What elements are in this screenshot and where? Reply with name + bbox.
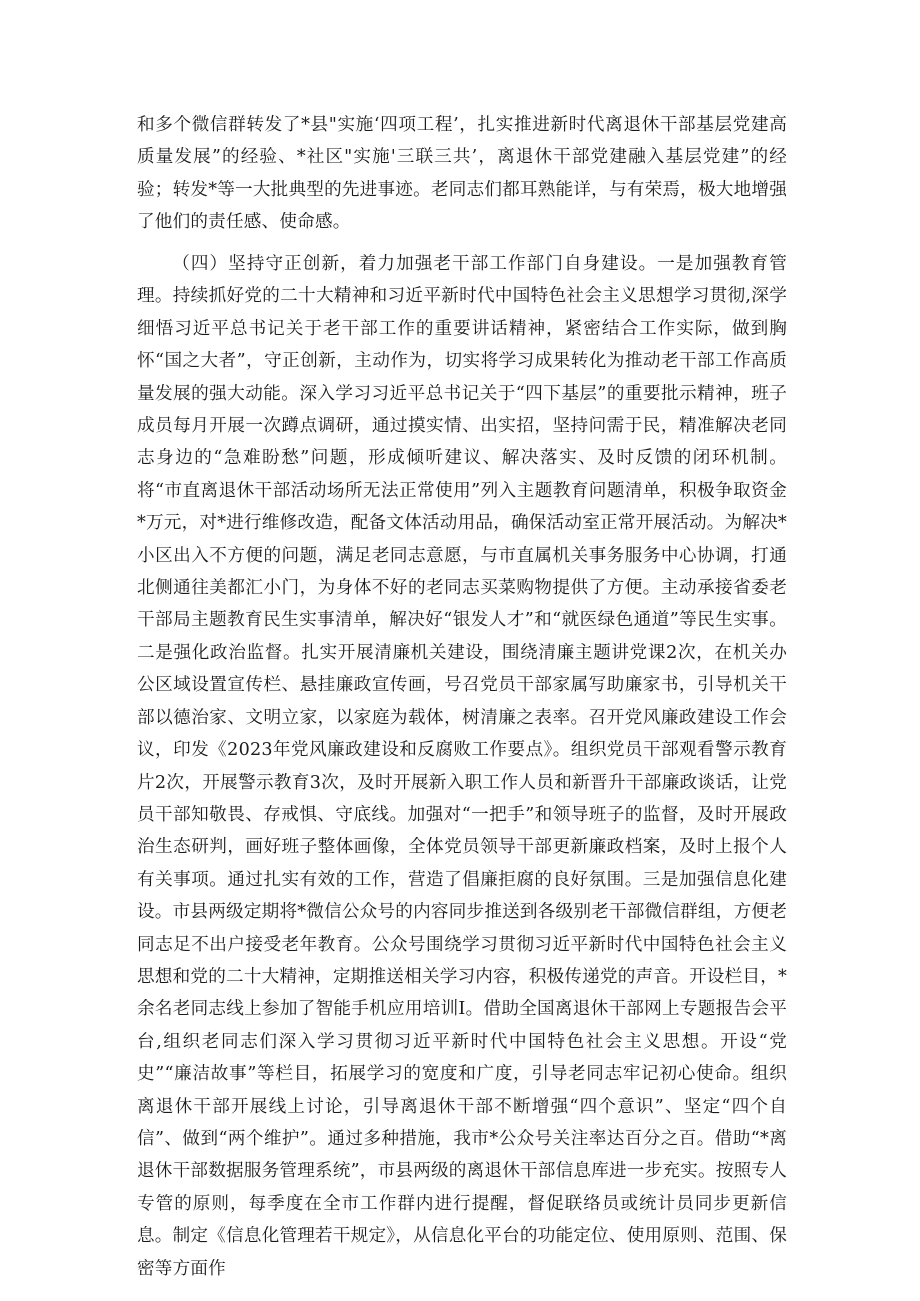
paragraph-continuation bbox=[137, 109, 787, 239]
paragraph-text-1: 和多个微信群转发了*县"实施‘四项工程’，扎实推进新时代离退休干部基层党建高质量发展”的经验、*社区"实施'三联三共’，离退休干部党建融入基层党建”的经验；转发*等一大批典型的先进事迹。老同志们都耳熟能详，与有荣焉，极大地增强了他们的责任感、使命感。 bbox=[137, 115, 787, 233]
paragraph-section-four bbox=[137, 248, 787, 1285]
paragraph-text-2: （四）坚持守正创新，着力加强老干部工作部门自身建设。一是加强教育管理。持续抓好党的二十大精神和习近平新时代中国特色社会主义思想学习贯彻,深学细悟习近平总书记关于老干部工作的重要讲话精神，紧密结合工作实际，做到胸怀“国之大者”，守正创新，主动作为，切实将学习成果转化为推动老干部工作高质量发展的强大动能。深入学习习近平总书记关于“四下基层”的重要批示精神，班子成员每月开展一次蹲点调研，通过摸实情、出实招，坚持问需于民，精准解决老同志身边的“急难盼愁”问题，形成倾听建议、解决落实、及时反馈的闭环机制。将“市直离退休干部活动场所无法正常使用”列入主题教育问题清单，积极争取资金*万元，对*进行维修改造，配备文体活动用品，确保活动室正常开展活动。为解决*小区出入不方便的问题，满足老同志意愿，与市直属机关事务服务中心协调，打通北侧通往美都汇小门，为身体不好的老同志买菜购物提供了方便。主动承接省委老干部局主题教育民生实事清单，解决好“银发人才”和“就医绿色通道”等民生实事。二是强化政治监督。扎实开展清廉机关建设，围绕清廉主题讲党课2次，在机关办公区域设置宣传栏、悬挂廉政宣传画，号召党员干部家属写助廉家书，引导机关干部以德治家、文明立家，以家庭为载体，树清廉之表率。召开党风廉政建设工作会议，印发《2023年党风廉政建设和反腐败工作要点》。组织党员干部观看警示教育片2次，开展警示教育3次，及时开展新入职工作人员和新晋升干部廉政谈话，让党员干部知敬畏、存戒惧、守底线。加强对“一把手”和领导班子的监督，及时开展政治生态研判，画好班子整体画像，全体党员领导干部更新廉政档案，及时上报个人有关事项。通过扎实有效的工作，营造了倡廉拒腐的良好氛围。三是加强信息化建设。市县两级定期将*微信公众号的内容同步推送到各级别老干部微信群组，方便老同志足不出户接受老年教育。公众号围绕学习贯彻习近平新时代中国特色社会主义思想和党的二十大精神，定期推送相关学习内容，积极传递党的声音。开设栏目，*余名老同志线上参加了智能手机应用培训Ⅰ。借助全国离退休干部网上专题报告会平台,组织老同志们深入学习贯彻习近平新时代中国特色社会主义思想。开设“党史”“廉洁故事”等栏目，拓展学习的宽度和广度，引导老同志牢记初心使命。组织离退休干部开展线上讨论，引导离退休干部不断增强“四个意识”、坚定“四个自信”、做到“两个维护”。通过多种措施，我市*公众号关注率达百分之百。借助“*离退休干部数据服务管理系统”，市县两级的离退休干部信息库进一步充实。按照专人专管的原则，每季度在全市工作群内进行提醒，督促联络员或统计员同步更新信息。制定《信息化管理若干规定》，从信息化平台的功能定位、使用原则、范围、保密等方面作 bbox=[137, 254, 787, 1279]
